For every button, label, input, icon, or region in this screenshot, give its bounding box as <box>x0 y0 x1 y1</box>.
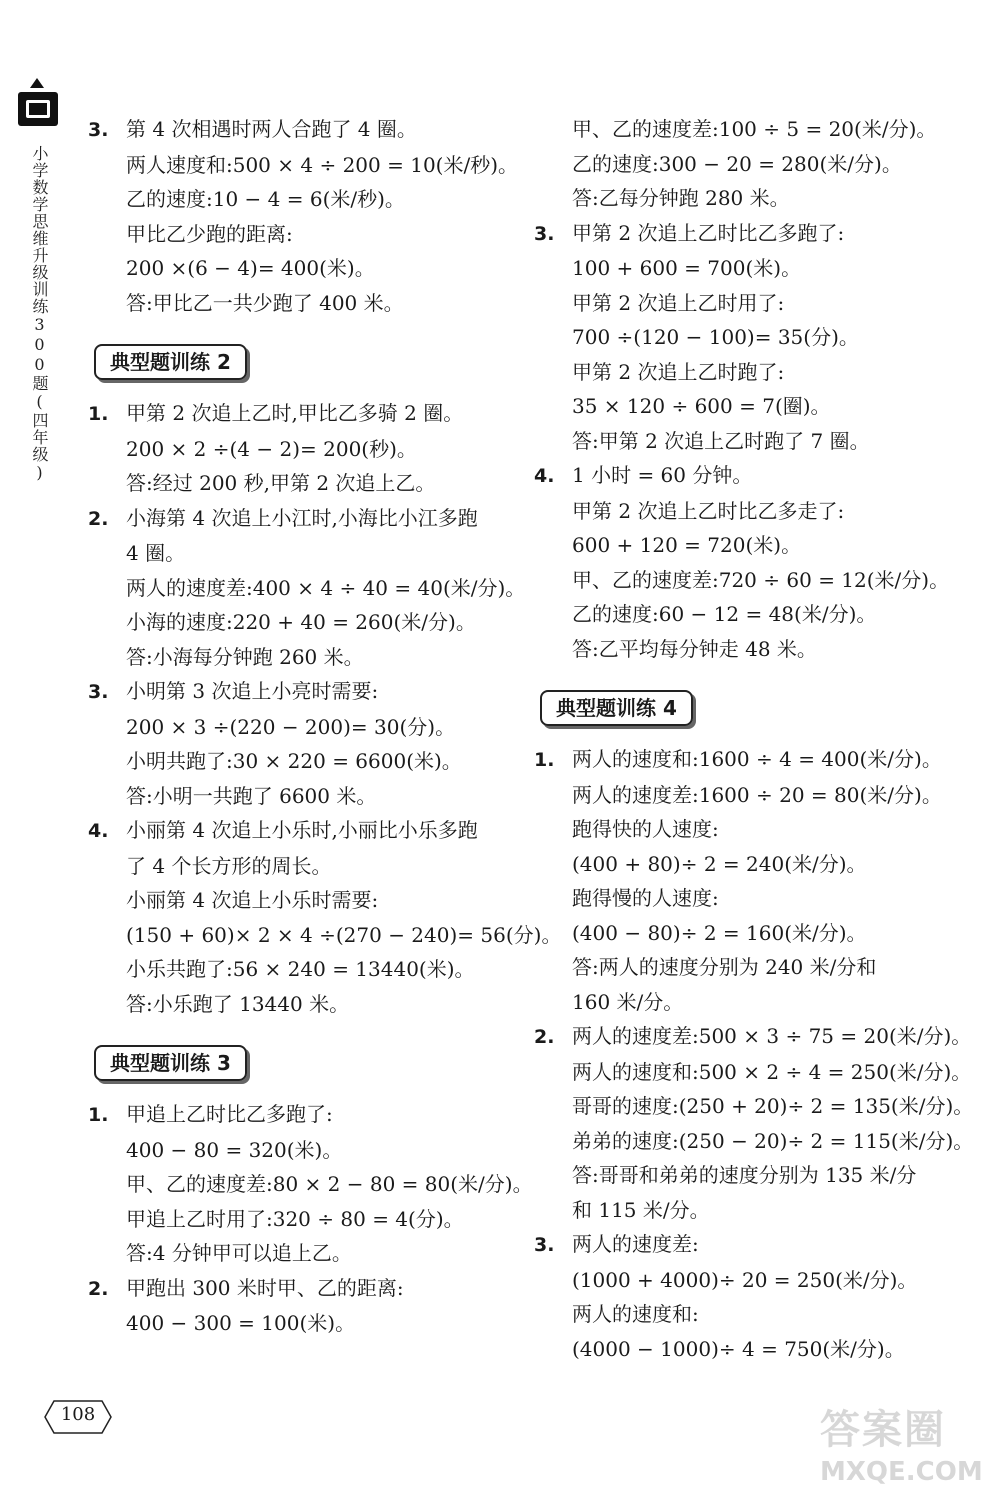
line-text: 35 × 120 ÷ 600 = 7(圈)。 <box>572 394 831 418</box>
line-text: 甲比乙少跑的距离: <box>126 221 293 246</box>
solution-line <box>534 1332 964 1367</box>
solution-line <box>88 1167 533 1202</box>
line-text: (1000 + 4000)÷ 20 = 250(米/分)。 <box>572 1267 918 1292</box>
line-text: 甲、乙的速度差:720 ÷ 60 = 12(米/分)。 <box>572 567 950 592</box>
solution-line <box>88 1202 508 1237</box>
solution-line <box>534 778 964 813</box>
line-text: 两人的速度差:400 × 4 ÷ 40 = 40(米/分)。 <box>126 575 526 600</box>
solution-line <box>534 881 964 916</box>
solution-line <box>88 1236 508 1271</box>
solution-line <box>534 1158 964 1193</box>
solution-line <box>534 632 964 667</box>
line-text: 两人的速度差:500 × 3 ÷ 75 = 20(米/分)。 <box>572 1024 972 1048</box>
problem-first-line <box>534 1019 972 1055</box>
problem-first-line <box>534 216 964 252</box>
line-text: 小丽第 4 次追上小乐时需要: <box>126 888 379 912</box>
line-text: 哥哥的速度:(250 + 20)÷ 2 = 135(米/分)。 <box>572 1094 974 1118</box>
book-series-title: 小学数学思维升级训练300题(四年级) <box>30 145 49 483</box>
line-text: 小丽第 4 次追上小乐时,小丽比小乐多跑 <box>126 818 478 842</box>
solution-line <box>88 432 508 467</box>
line-text: 两人的速度和:1600 ÷ 4 = 400(米/分)。 <box>572 747 942 771</box>
line-text: 答:乙平均每分钟走 48 米。 <box>572 636 817 661</box>
solution-line <box>534 355 964 390</box>
solution-line <box>534 847 964 882</box>
problem-first-line <box>88 396 508 432</box>
line-text: 两人的速度和:500 × 2 ÷ 4 = 250(米/分)。 <box>572 1059 972 1084</box>
problem-first-line <box>88 112 508 148</box>
solution-line <box>534 1193 964 1228</box>
problem-number: 1. <box>88 403 109 425</box>
solution-line <box>88 536 508 571</box>
solution-line <box>534 424 964 459</box>
problem-first-line <box>88 1097 508 1133</box>
line-text: 小海的速度:220 + 40 = 260(米/分)。 <box>126 610 476 634</box>
line-text: 200 × 2 ÷(4 − 2)= 200(秒)。 <box>126 436 417 461</box>
solution-line <box>534 597 964 632</box>
solution-line <box>534 251 964 286</box>
solution-line <box>88 779 508 814</box>
problem-number: 3. <box>534 222 555 245</box>
line-text: 了 4 个长方形的周长。 <box>126 853 332 878</box>
line-text: 100 + 600 = 700(米)。 <box>572 256 802 280</box>
line-text: 弟弟的速度:(250 − 20)÷ 2 = 115(米/分)。 <box>572 1128 974 1153</box>
solution-line <box>88 1306 508 1341</box>
problem-first-line <box>534 742 964 778</box>
line-text: 4 圈。 <box>126 541 186 565</box>
watermark-logo-text: 答案圈 <box>820 1407 946 1453</box>
line-text: 甲跑出 300 米时甲、乙的距离: <box>126 1275 404 1300</box>
left-column <box>88 112 562 1341</box>
line-text: 200 ×(6 − 4)= 400(米)。 <box>126 256 375 280</box>
solution-line <box>534 286 964 321</box>
solution-line <box>88 640 508 675</box>
line-text: 答:经过 200 秒,甲第 2 次追上乙。 <box>126 471 436 495</box>
solution-line <box>88 883 508 918</box>
section-header: 典型题训练 2 <box>94 344 247 380</box>
line-text: 200 × 3 ÷(220 − 200)= 30(分)。 <box>126 714 456 739</box>
line-text: 甲第 2 次追上乙时,甲比乙多骑 2 圈。 <box>126 401 464 425</box>
solution-line <box>88 182 508 217</box>
line-text: 答:两人的速度分别为 240 米/分和 <box>572 955 877 979</box>
section-header: 典型题训练 3 <box>94 1045 247 1081</box>
solution-line <box>534 494 964 529</box>
line-text: 答:小海每分钟跑 260 米。 <box>126 644 364 669</box>
problem-first-line <box>534 1227 964 1263</box>
solution-line <box>88 148 519 183</box>
solution-line <box>534 985 964 1020</box>
line-text: 小海第 4 次追上小江时,小海比小江多跑 <box>126 505 478 530</box>
line-text: 甲、乙的速度差:80 × 2 − 80 = 80(米/分)。 <box>126 1172 533 1196</box>
solution-line <box>534 1263 964 1298</box>
line-text: 跑得慢的人速度: <box>572 886 719 910</box>
problem-number: 2. <box>534 1026 555 1048</box>
solution-line <box>534 112 964 147</box>
solution-line <box>534 1297 964 1332</box>
solution-line <box>88 251 508 286</box>
line-text: 乙的速度:300 − 20 = 280(米/分)。 <box>572 151 902 176</box>
line-text: 答:哥哥和弟弟的速度分别为 135 米/分 <box>572 1163 917 1187</box>
solution-line <box>534 181 964 216</box>
solution-line <box>88 918 562 953</box>
line-text: 乙的速度:60 − 12 = 48(米/分)。 <box>572 602 877 626</box>
solution-line <box>534 1089 974 1124</box>
line-text: 和 115 米/分。 <box>572 1197 710 1222</box>
solution-line <box>88 710 508 745</box>
line-text: 跑得快的人速度: <box>572 817 719 841</box>
line-text: 答:乙每分钟跑 280 米。 <box>572 186 790 210</box>
line-text: 600 + 120 = 720(米)。 <box>572 533 802 557</box>
problem-number: 1. <box>534 749 555 771</box>
solution-line <box>534 147 964 182</box>
line-text: 400 − 80 = 320(米)。 <box>126 1137 343 1162</box>
solution-line <box>534 320 964 355</box>
problem-number: 1. <box>88 1104 109 1126</box>
problem-first-line <box>534 458 964 494</box>
line-text: 小明共跑了:30 × 220 = 6600(米)。 <box>126 749 462 773</box>
problem-first-line <box>88 813 508 849</box>
solution-line <box>88 571 526 606</box>
line-text: 甲、乙的速度差:100 ÷ 5 = 20(米/分)。 <box>572 117 937 141</box>
problem-first-line <box>88 674 508 710</box>
line-text: 两人的速度差:1600 ÷ 20 = 80(米/分)。 <box>572 782 942 807</box>
book-logo <box>12 78 62 138</box>
solution-line <box>88 1133 508 1168</box>
problem-number: 4. <box>534 465 555 487</box>
solution-line <box>88 466 508 501</box>
problem-number: 3. <box>88 681 109 703</box>
problem-number: 2. <box>88 507 109 530</box>
line-text: 答:小乐跑了 13440 米。 <box>126 991 350 1016</box>
line-text: 答:甲第 2 次追上乙时跑了 7 圈。 <box>572 428 870 453</box>
line-text: (4000 − 1000)÷ 4 = 750(米/分)。 <box>572 1336 905 1361</box>
line-text: 甲追上乙时用了:320 ÷ 80 = 4(分)。 <box>126 1206 464 1231</box>
book-logo-icon <box>12 78 62 138</box>
watermark-url: MXQE.COM <box>820 1457 983 1487</box>
line-text: (400 − 80)÷ 2 = 160(米/分)。 <box>572 920 867 945</box>
line-text: 甲追上乙时比乙多跑了: <box>126 1102 333 1126</box>
section-header-wrap <box>88 1021 508 1097</box>
line-text: 小明第 3 次追上小亮时需要: <box>126 679 379 703</box>
solution-line <box>88 605 508 640</box>
solution-line <box>534 563 964 598</box>
line-text: 乙的速度:10 − 4 = 6(米/秒)。 <box>126 187 405 211</box>
solution-line <box>88 849 508 884</box>
problem-number: 4. <box>88 820 109 842</box>
problem-number: 3. <box>534 1234 555 1256</box>
section-header-wrap <box>534 666 964 742</box>
problem-number: 2. <box>88 1277 109 1300</box>
line-text: 两人的速度差: <box>572 1232 699 1256</box>
line-text: 甲第 2 次追上乙时比乙多跑了: <box>572 220 845 245</box>
solution-line <box>88 744 508 779</box>
solution-line <box>88 952 508 987</box>
page-number: 108 <box>60 1404 96 1425</box>
problem-first-line <box>88 501 508 537</box>
solution-line <box>88 987 508 1022</box>
problem-first-line <box>88 1271 508 1307</box>
page-number-badge <box>44 1400 112 1434</box>
solution-line <box>534 389 964 424</box>
line-text: 400 − 300 = 100(米)。 <box>126 1311 356 1335</box>
solution-line <box>534 528 964 563</box>
line-text: (150 + 60)× 2 × 4 ÷(270 − 240)= 56(分)。 <box>126 922 562 947</box>
line-text: 700 ÷(120 − 100)= 35(分)。 <box>572 325 859 349</box>
line-text: 答:小明一共跑了 6600 米。 <box>126 783 377 808</box>
line-text: 答:4 分钟甲可以追上乙。 <box>126 1241 352 1265</box>
line-text: 两人的速度和: <box>572 1302 699 1326</box>
line-text: 甲第 2 次追上乙时跑了: <box>572 359 785 384</box>
line-text: 160 米/分。 <box>572 989 684 1014</box>
line-text: 甲第 2 次追上乙时比乙多走了: <box>572 498 845 523</box>
section-header-wrap <box>88 320 508 396</box>
watermark <box>820 1398 990 1487</box>
line-text: 1 小时 = 60 分钟。 <box>572 463 753 487</box>
line-text: (400 + 80)÷ 2 = 240(米/分)。 <box>572 851 867 876</box>
solution-line <box>88 217 508 252</box>
section-header: 典型题训练 4 <box>540 690 693 726</box>
solution-line <box>534 1124 974 1159</box>
problem-number: 3. <box>88 119 109 141</box>
line-text: 甲第 2 次追上乙时用了: <box>572 290 785 315</box>
solution-line <box>88 286 508 321</box>
right-column <box>534 112 974 1366</box>
solution-line <box>534 812 964 847</box>
solution-line <box>534 1055 972 1090</box>
line-text: 第 4 次相遇时两人合跑了 4 圈。 <box>126 117 417 141</box>
line-text: 小乐共跑了:56 × 240 = 13440(米)。 <box>126 957 475 981</box>
solution-line <box>534 950 964 985</box>
line-text: 答:甲比乙一共少跑了 400 米。 <box>126 290 404 315</box>
solution-line <box>534 916 964 951</box>
line-text: 两人速度和:500 × 4 ÷ 200 = 10(米/秒)。 <box>126 152 519 177</box>
